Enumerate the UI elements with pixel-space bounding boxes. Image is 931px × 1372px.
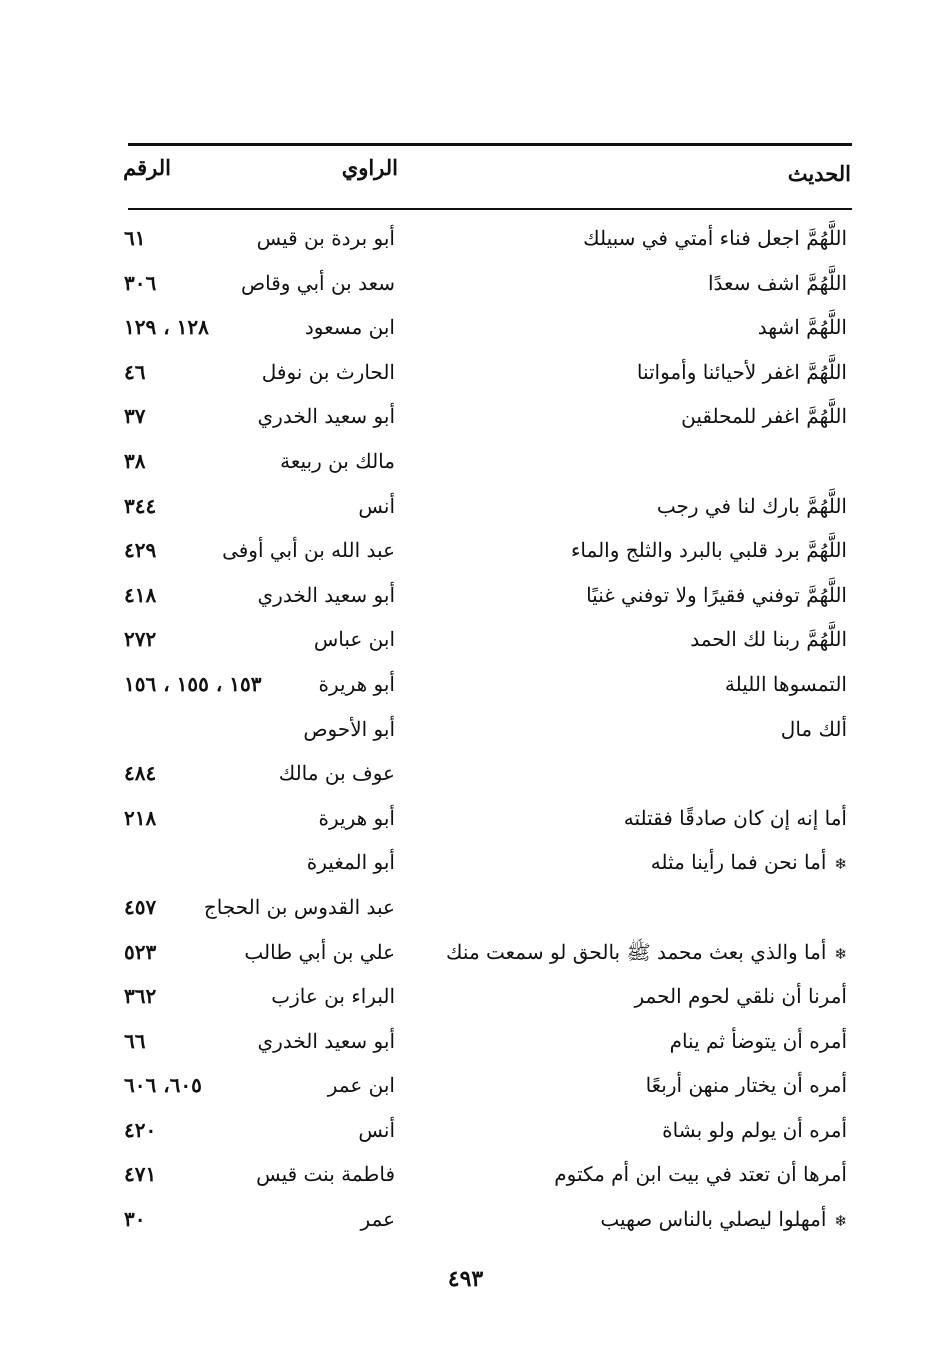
reference-number: ٤٦ [124, 359, 146, 384]
narrator-name: أبو الأحوص [303, 716, 395, 741]
hadith-label: اللَّهُمَّ اجعل فناء أمتي في سبيلك [583, 226, 847, 250]
reference-number: ١٥٣ ، ١٥٥ ، ١٥٦ [124, 671, 262, 696]
table-row [0, 265, 931, 310]
narrator-name: أنس [358, 493, 395, 518]
narrator-name: سعد بن أبي وقاص [240, 270, 395, 295]
hadith-text [624, 806, 847, 830]
hadith-text [690, 627, 847, 651]
page-number: ٤٩٣ [447, 1266, 484, 1292]
narrator-name: ابن عباس [313, 627, 395, 652]
reference-number: ٤٧١ [124, 1162, 157, 1187]
narrator-name: أبو سعيد الخدري [257, 404, 395, 429]
narrator-name: عبد القدوس بن الحجاج [203, 894, 395, 919]
hadith-label: ألك مال [780, 716, 847, 741]
hadith-text [571, 538, 847, 562]
table-row [0, 1067, 931, 1112]
hadith-label: أمره أن يتوضأ ثم ينام [669, 1028, 847, 1053]
hadith-text [446, 940, 847, 969]
hadith-label: اللَّهُمَّ توفني فقيرًا ولا توفني غنيًا [586, 582, 847, 607]
hadith-label: اللَّهُمَّ برد قلبي بالبرد والثلج والماء [571, 538, 847, 563]
hadith-label: التمسوها الليلة [724, 671, 847, 696]
table-row [0, 978, 931, 1023]
hadith-label: أمره أن يولم ولو بشاة [662, 1117, 847, 1142]
hadith-label: أمهلوا ليصلي بالناس صهيب [600, 1207, 827, 1232]
narrator-name: فاطمة بنت قيس [256, 1162, 395, 1187]
reference-number: ٤١٨ [124, 582, 157, 607]
table-row [0, 755, 931, 800]
hadith-text [637, 360, 847, 384]
reference-number: ٤٥٧ [124, 894, 157, 919]
table-row [0, 934, 931, 979]
reference-number: ٤٢٠ [124, 1117, 157, 1142]
hadith-text [708, 271, 847, 295]
table-row [0, 577, 931, 622]
hadith-text [586, 583, 847, 607]
table-row [0, 711, 931, 756]
hadith-text [600, 1207, 847, 1231]
table-row [0, 800, 931, 845]
narrator-name: أنس [358, 1117, 395, 1142]
table-row [0, 1023, 931, 1068]
hadith-text [781, 717, 847, 741]
narrator-name: عبد الله بن أبي أوفى [222, 538, 395, 563]
index-table-body [0, 220, 931, 1246]
table-row [0, 1201, 931, 1246]
hadith-label: اللَّهُمَّ اشف سعدًا [708, 270, 847, 295]
hadith-label: اللَّهُمَّ اغفر لأحيائنا وأمواتنا [636, 359, 847, 384]
header-narrator: الراوي [341, 155, 398, 180]
table-row [0, 666, 931, 711]
table-row [0, 309, 931, 354]
narrator-name: مالك بن ربيعة [280, 448, 395, 473]
reference-number: ٣٠٦ [124, 270, 157, 295]
reference-number: ٦٦ [124, 1028, 146, 1053]
table-row [0, 398, 931, 443]
hadith-text [670, 1029, 847, 1053]
hadith-label: أمره أن يختار منهن أربعًا [645, 1073, 847, 1098]
table-row [0, 354, 931, 399]
narrator-name: البراء بن عازب [271, 984, 395, 1009]
reference-number: ٢٧٢ [124, 627, 157, 652]
table-row [0, 621, 931, 666]
reference-number: ٢١٨ [124, 805, 157, 830]
narrator-name: ابن عمر [327, 1073, 395, 1098]
narrator-name: أبو هريرة [318, 805, 395, 830]
hadith-label: اللَّهُمَّ اشهد [757, 315, 847, 340]
table-row [0, 488, 931, 533]
hadith-text [657, 494, 847, 518]
hadith-text [662, 1118, 847, 1142]
hadith-label: اللَّهُمَّ ربنا لك الحمد [690, 627, 847, 652]
hadith-text [681, 404, 847, 428]
table-row [0, 532, 931, 577]
narrator-name: علي بن أبي طالب [244, 939, 395, 964]
reference-number: ٣٠ [124, 1207, 146, 1232]
table-row [0, 220, 931, 265]
table-row [0, 844, 931, 889]
narrator-name: عمر [360, 1207, 395, 1232]
hadith-text [725, 672, 847, 696]
header-hadith: الحديث [787, 161, 851, 186]
hadith-label: أمرنا أن نلقي لحوم الحمر [634, 984, 847, 1009]
hadith-text [758, 315, 847, 339]
narrator-name: أبو هريرة [318, 671, 395, 696]
narrator-name: أبو سعيد الخدري [257, 1028, 395, 1053]
snowflake-icon: ❄ [834, 1212, 847, 1231]
snowflake-icon: ❄ [834, 944, 847, 963]
reference-number: ٣٤٤ [124, 493, 157, 518]
hadith-text [635, 984, 848, 1008]
table-row [0, 889, 931, 934]
reference-number: ١٢٨ ، ١٢٩ [124, 315, 209, 340]
narrator-name: أبو بردة بن قيس [256, 226, 395, 250]
hadith-label: أما نحن فما رأينا مثله [650, 850, 827, 875]
hadith-text [646, 1073, 847, 1097]
snowflake-icon: ❄ [834, 855, 847, 874]
narrator-name: أبو المغيرة [306, 850, 395, 875]
narrator-name: ابن مسعود [304, 315, 395, 340]
hadith-label: أما إنه إن كان صادقًا فقتلته [623, 805, 847, 830]
table-header [0, 155, 931, 195]
hadith-label: أما والذي بعث محمد ﷺ بالحق لو سمعت منك [446, 939, 827, 964]
hadith-text [583, 226, 847, 250]
reference-number: ٣٨ [124, 448, 146, 473]
reference-number: ٤٢٩ [124, 538, 157, 563]
narrator-name: الحارث بن نوفل [261, 359, 395, 384]
table-row [0, 1112, 931, 1157]
reference-number: ٣٦٢ [124, 984, 157, 1009]
narrator-name: عوف بن مالك [278, 761, 395, 786]
reference-number: ٥٢٣ [124, 939, 157, 964]
top-rule [128, 143, 852, 146]
hadith-text [651, 850, 847, 874]
table-row [0, 1156, 931, 1201]
hadith-label: أمرها أن تعتد في بيت ابن أم مكتوم [554, 1162, 847, 1187]
reference-number: ٣٧ [124, 404, 146, 429]
header-number: الرقم [123, 155, 171, 180]
reference-number: ٤٨٤ [124, 761, 157, 786]
header-rule [128, 208, 852, 210]
reference-number: ٦١ [124, 226, 146, 250]
hadith-label: اللَّهُمَّ بارك لنا في رجب [656, 493, 847, 518]
hadith-label: اللَّهُمَّ اغفر للمحلقين [681, 404, 847, 429]
table-row [0, 443, 931, 488]
reference-number: ٦٠٥، ٦٠٦ [124, 1073, 202, 1098]
hadith-text [554, 1162, 847, 1186]
narrator-name: أبو سعيد الخدري [257, 582, 395, 607]
